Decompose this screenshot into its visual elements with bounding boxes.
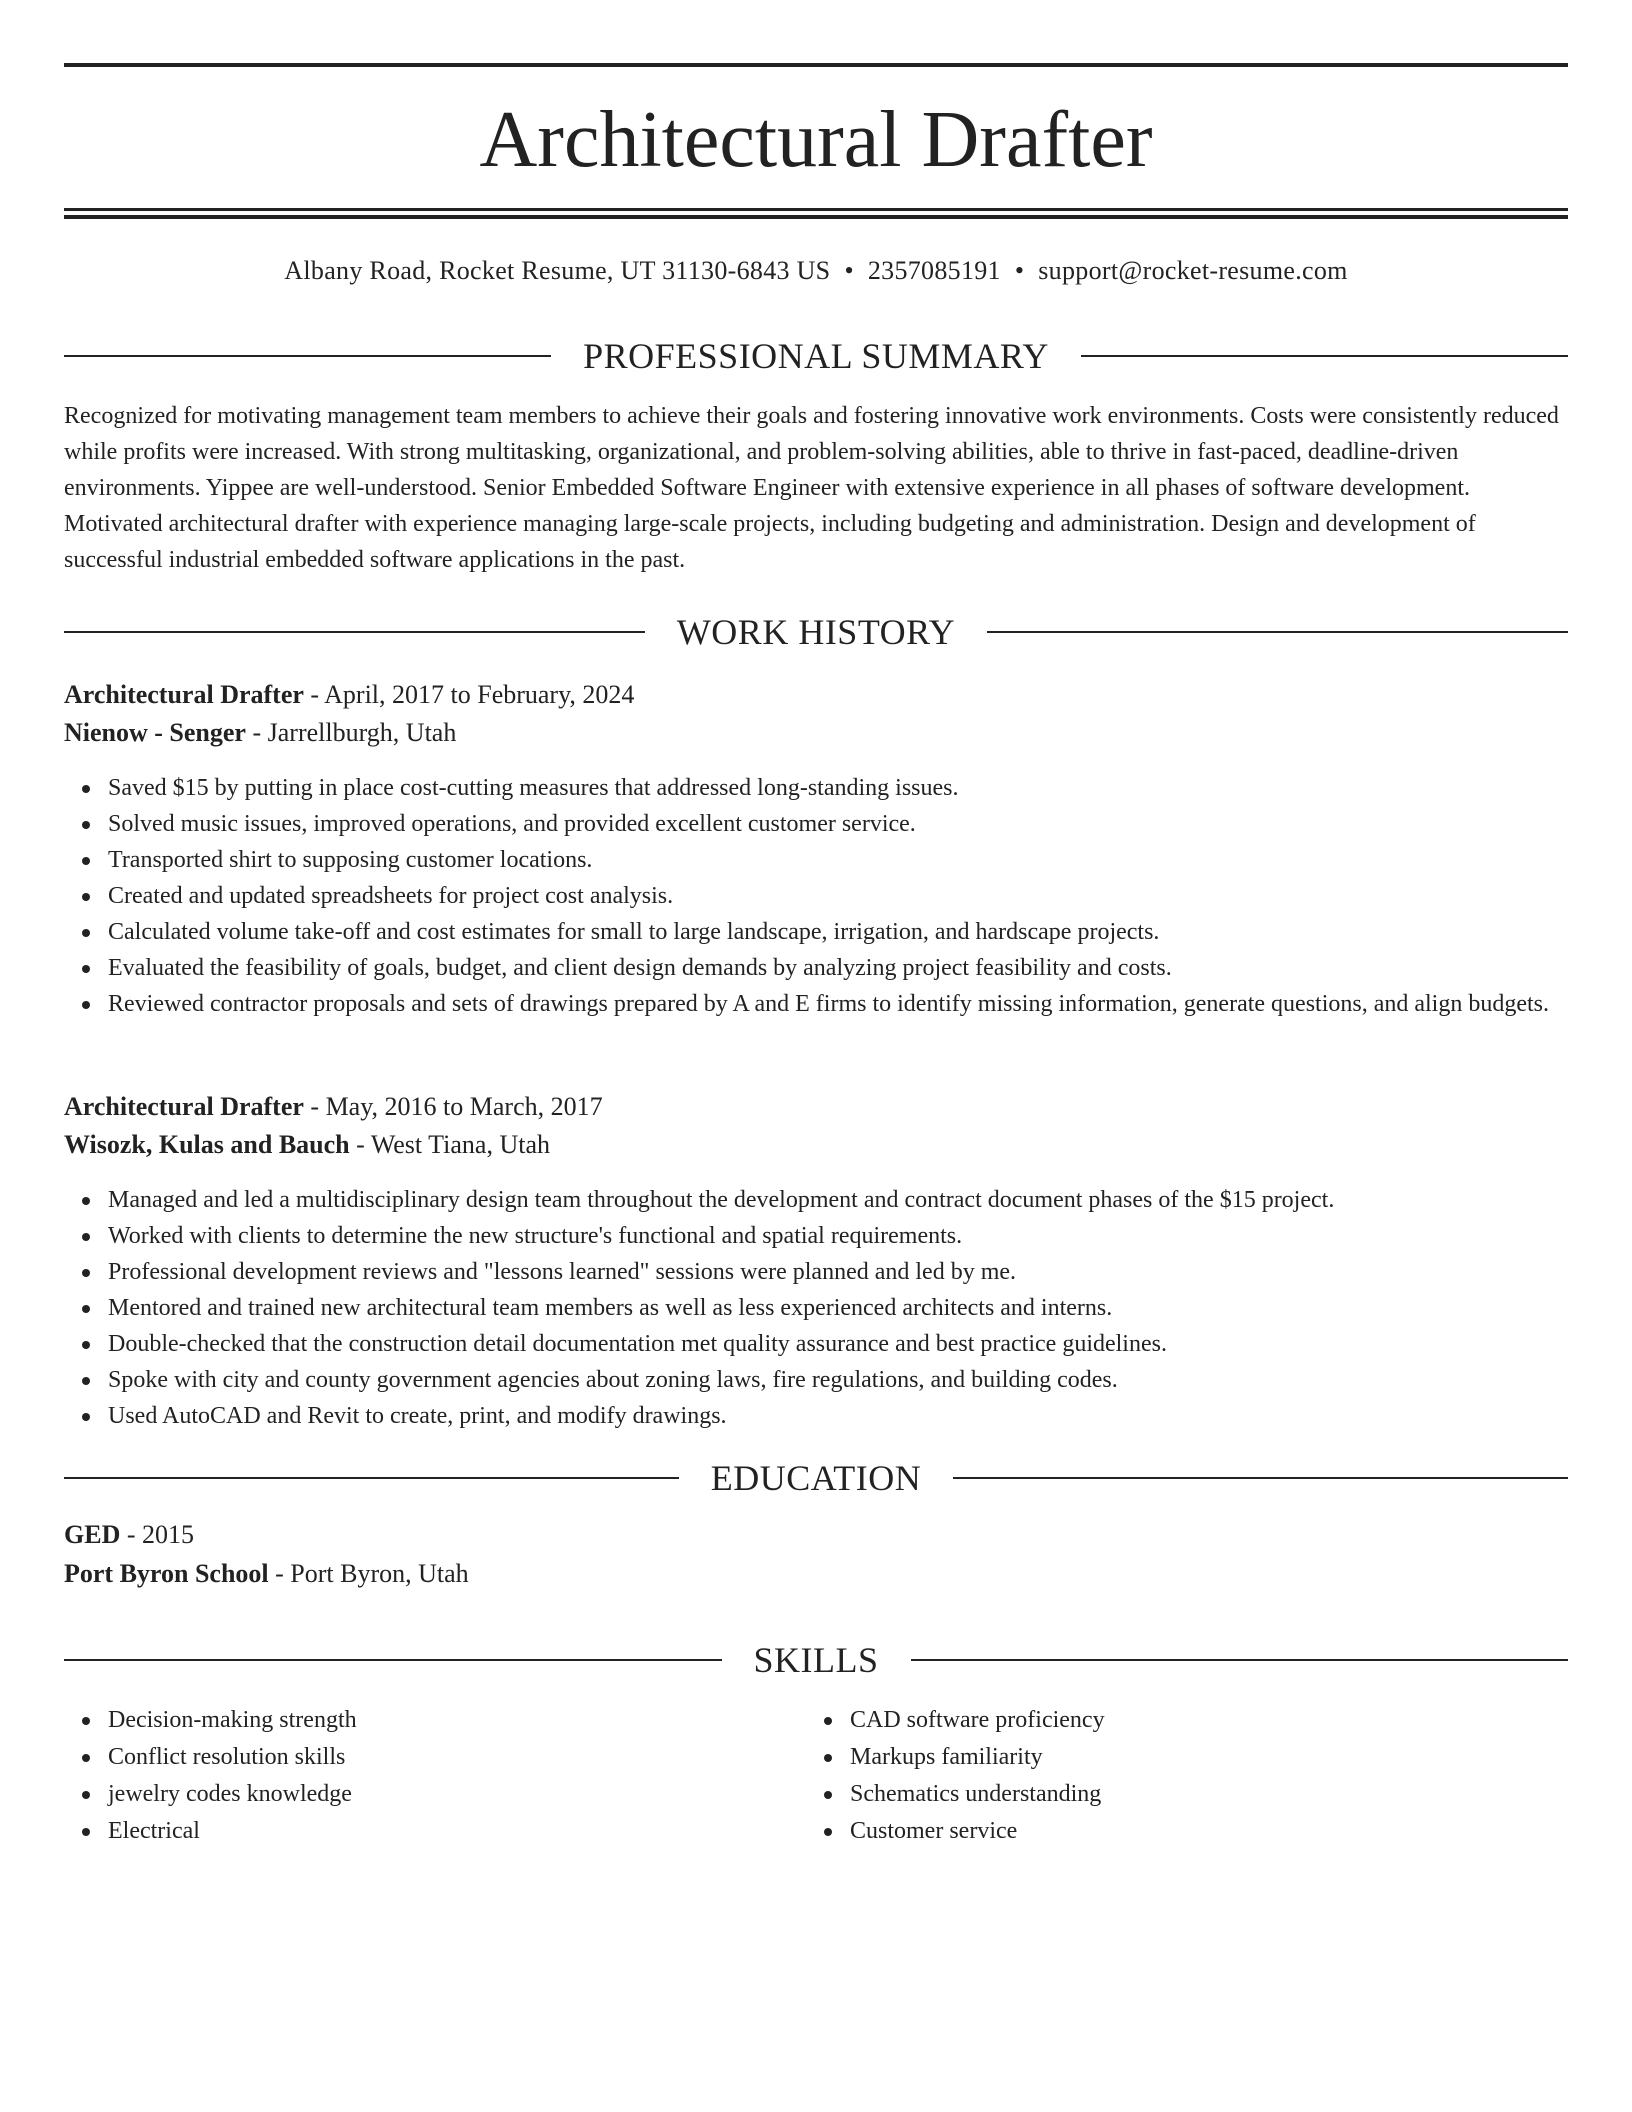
section-rule-right [953, 1477, 1568, 1479]
job-bullet: Created and updated spreadsheets for project cost analysis. [64, 878, 1568, 914]
header-double-rule-lower [64, 215, 1568, 219]
skill-item: Schematics understanding [806, 1776, 1506, 1813]
job-bullet: Worked with clients to determine the new structure's functional and spatial requirements. [64, 1218, 1568, 1254]
bullet-dot-icon [82, 929, 90, 937]
job-bullet: Managed and led a multidisciplinary design team throughout the development and contract document phases of the $15 project. [64, 1182, 1568, 1218]
job-location: - Jarrellburgh, Utah [245, 718, 457, 747]
bullet-dot-icon [82, 1001, 90, 1009]
section-rule-left [64, 1477, 679, 1479]
section-heading-education [64, 1456, 1568, 1500]
section-heading-label: EDUCATION [710, 1458, 922, 1498]
job-bullet-list [64, 1182, 1568, 1434]
job-bullet: Evaluated the feasibility of goals, budget, and client design demands by analyzing project feasibility and costs. [64, 950, 1568, 986]
skill-item: Electrical [64, 1813, 764, 1850]
bullet-dot-icon [82, 1413, 90, 1421]
section-rule-right [987, 631, 1568, 633]
bullet-dot-icon [82, 1197, 90, 1205]
job-bullet: Reviewed contractor proposals and sets of drawings prepared by A and E firms to identify missing information, generate questions, and align budgets. [64, 986, 1568, 1022]
job-company-line [64, 1126, 1568, 1164]
education-school: Port Byron School [64, 1559, 269, 1588]
bullet-dot-icon [82, 785, 90, 793]
bullet-dot-icon [82, 965, 90, 973]
bullet-dot-icon [824, 1828, 832, 1836]
job-title: Architectural Drafter [64, 1092, 304, 1121]
skill-item: CAD software proficiency [806, 1702, 1506, 1739]
skills-list-right [806, 1702, 1506, 1850]
section-heading-label: WORK HISTORY [676, 612, 956, 652]
job-bullet: Calculated volume take-off and cost estimates for small to large landscape, irrigation, and hardscape projects. [64, 914, 1568, 950]
resume-title: Architectural Drafter [479, 96, 1153, 184]
job-bullet: Spoke with city and county government agencies about zoning laws, fire regulations, and building codes. [64, 1362, 1568, 1398]
job-bullet-list [64, 770, 1568, 1022]
header-top-rule [64, 63, 1568, 67]
header-double-rule-upper [64, 208, 1568, 211]
section-rule-right [911, 1659, 1569, 1661]
bullet-dot-icon [824, 1754, 832, 1762]
skill-item: Customer service [806, 1813, 1506, 1850]
section-heading-label: SKILLS [753, 1640, 879, 1680]
contact-phone: 2357085191 [867, 256, 1001, 285]
job-title: Architectural Drafter [64, 680, 304, 709]
section-rule-left [64, 1659, 722, 1661]
job-bullet: Used AutoCAD and Revit to create, print, and modify drawings. [64, 1398, 1568, 1434]
job-title-line [64, 1088, 1568, 1126]
job-bullet: Mentored and trained new architectural team members as well as less experienced architects and interns. [64, 1290, 1568, 1326]
contact-address: Albany Road, Rocket Resume, UT 31130-6843 US [284, 256, 831, 285]
section-rule-left [64, 631, 645, 633]
section-heading-summary [64, 334, 1568, 378]
skill-item: Decision-making strength [64, 1702, 764, 1739]
education-year: - 2015 [120, 1520, 195, 1549]
bullet-dot-icon [82, 1269, 90, 1277]
bullet-dot-icon [82, 1791, 90, 1799]
skill-item: Conflict resolution skills [64, 1739, 764, 1776]
bullet-dot-icon [82, 1754, 90, 1762]
bullet-dot-icon [82, 1233, 90, 1241]
job-bullet: Transported shirt to supposing customer locations. [64, 842, 1568, 878]
job-company: Nienow - Senger [64, 718, 246, 747]
section-heading-work-history [64, 610, 1568, 654]
job-bullet: Professional development reviews and "lessons learned" sessions were planned and led by me. [64, 1254, 1568, 1290]
education-degree: GED [64, 1520, 121, 1549]
bullet-dot-icon [824, 1791, 832, 1799]
contact-line [64, 253, 1568, 289]
education-school-line [64, 1555, 1568, 1593]
skills-list-left [64, 1702, 764, 1850]
education-degree-line [64, 1516, 1568, 1554]
job-title-line [64, 676, 1568, 714]
job-bullet: Double-checked that the construction detail documentation met quality assurance and best practice guidelines. [64, 1326, 1568, 1362]
section-heading-skills [64, 1638, 1568, 1682]
bullet-dot-icon [82, 1305, 90, 1313]
bullet-dot-icon [82, 1828, 90, 1836]
skill-item: jewelry codes knowledge [64, 1776, 764, 1813]
job-company-line [64, 714, 1568, 752]
skill-item: Markups familiarity [806, 1739, 1506, 1776]
section-rule-right [1081, 355, 1568, 357]
job-bullet: Solved music issues, improved operations, and provided excellent customer service. [64, 806, 1568, 842]
education-location: - Port Byron, Utah [268, 1559, 469, 1588]
contact-separator: • [1014, 256, 1025, 285]
bullet-dot-icon [82, 1717, 90, 1725]
bullet-dot-icon [82, 1341, 90, 1349]
job-location: - West Tiana, Utah [349, 1130, 550, 1159]
section-rule-left [64, 355, 551, 357]
job-company: Wisozk, Kulas and Bauch [64, 1130, 350, 1159]
job-bullet: Saved $15 by putting in place cost-cutting measures that addressed long-standing issues. [64, 770, 1568, 806]
contact-separator: • [844, 256, 854, 285]
section-heading-label: PROFESSIONAL SUMMARY [583, 336, 1049, 376]
job-dates: - May, 2016 to March, 2017 [303, 1092, 603, 1121]
bullet-dot-icon [82, 857, 90, 865]
contact-email: support@rocket-resume.com [1038, 256, 1348, 285]
job-dates: - April, 2017 to February, 2024 [303, 680, 635, 709]
bullet-dot-icon [82, 893, 90, 901]
summary-paragraph: Recognized for motivating management team members to achieve their goals and fostering innovative work environments. Costs were consistently reduced while profits were increased. With strong multitasking, organizational, and problem-solving abilities, able to thrive in fast-paced, deadline-driven environments. Yippee are well-understood. Senior Embedded Software Engineer with extensive experience in all phases of software development. Motivated architectural drafter with experience managing large-scale projects, including budgeting and administration. Design and development of successful industrial embedded software applications in the past. [64, 403, 1559, 573]
bullet-dot-icon [82, 1377, 90, 1385]
bullet-dot-icon [82, 821, 90, 829]
bullet-dot-icon [824, 1717, 832, 1725]
